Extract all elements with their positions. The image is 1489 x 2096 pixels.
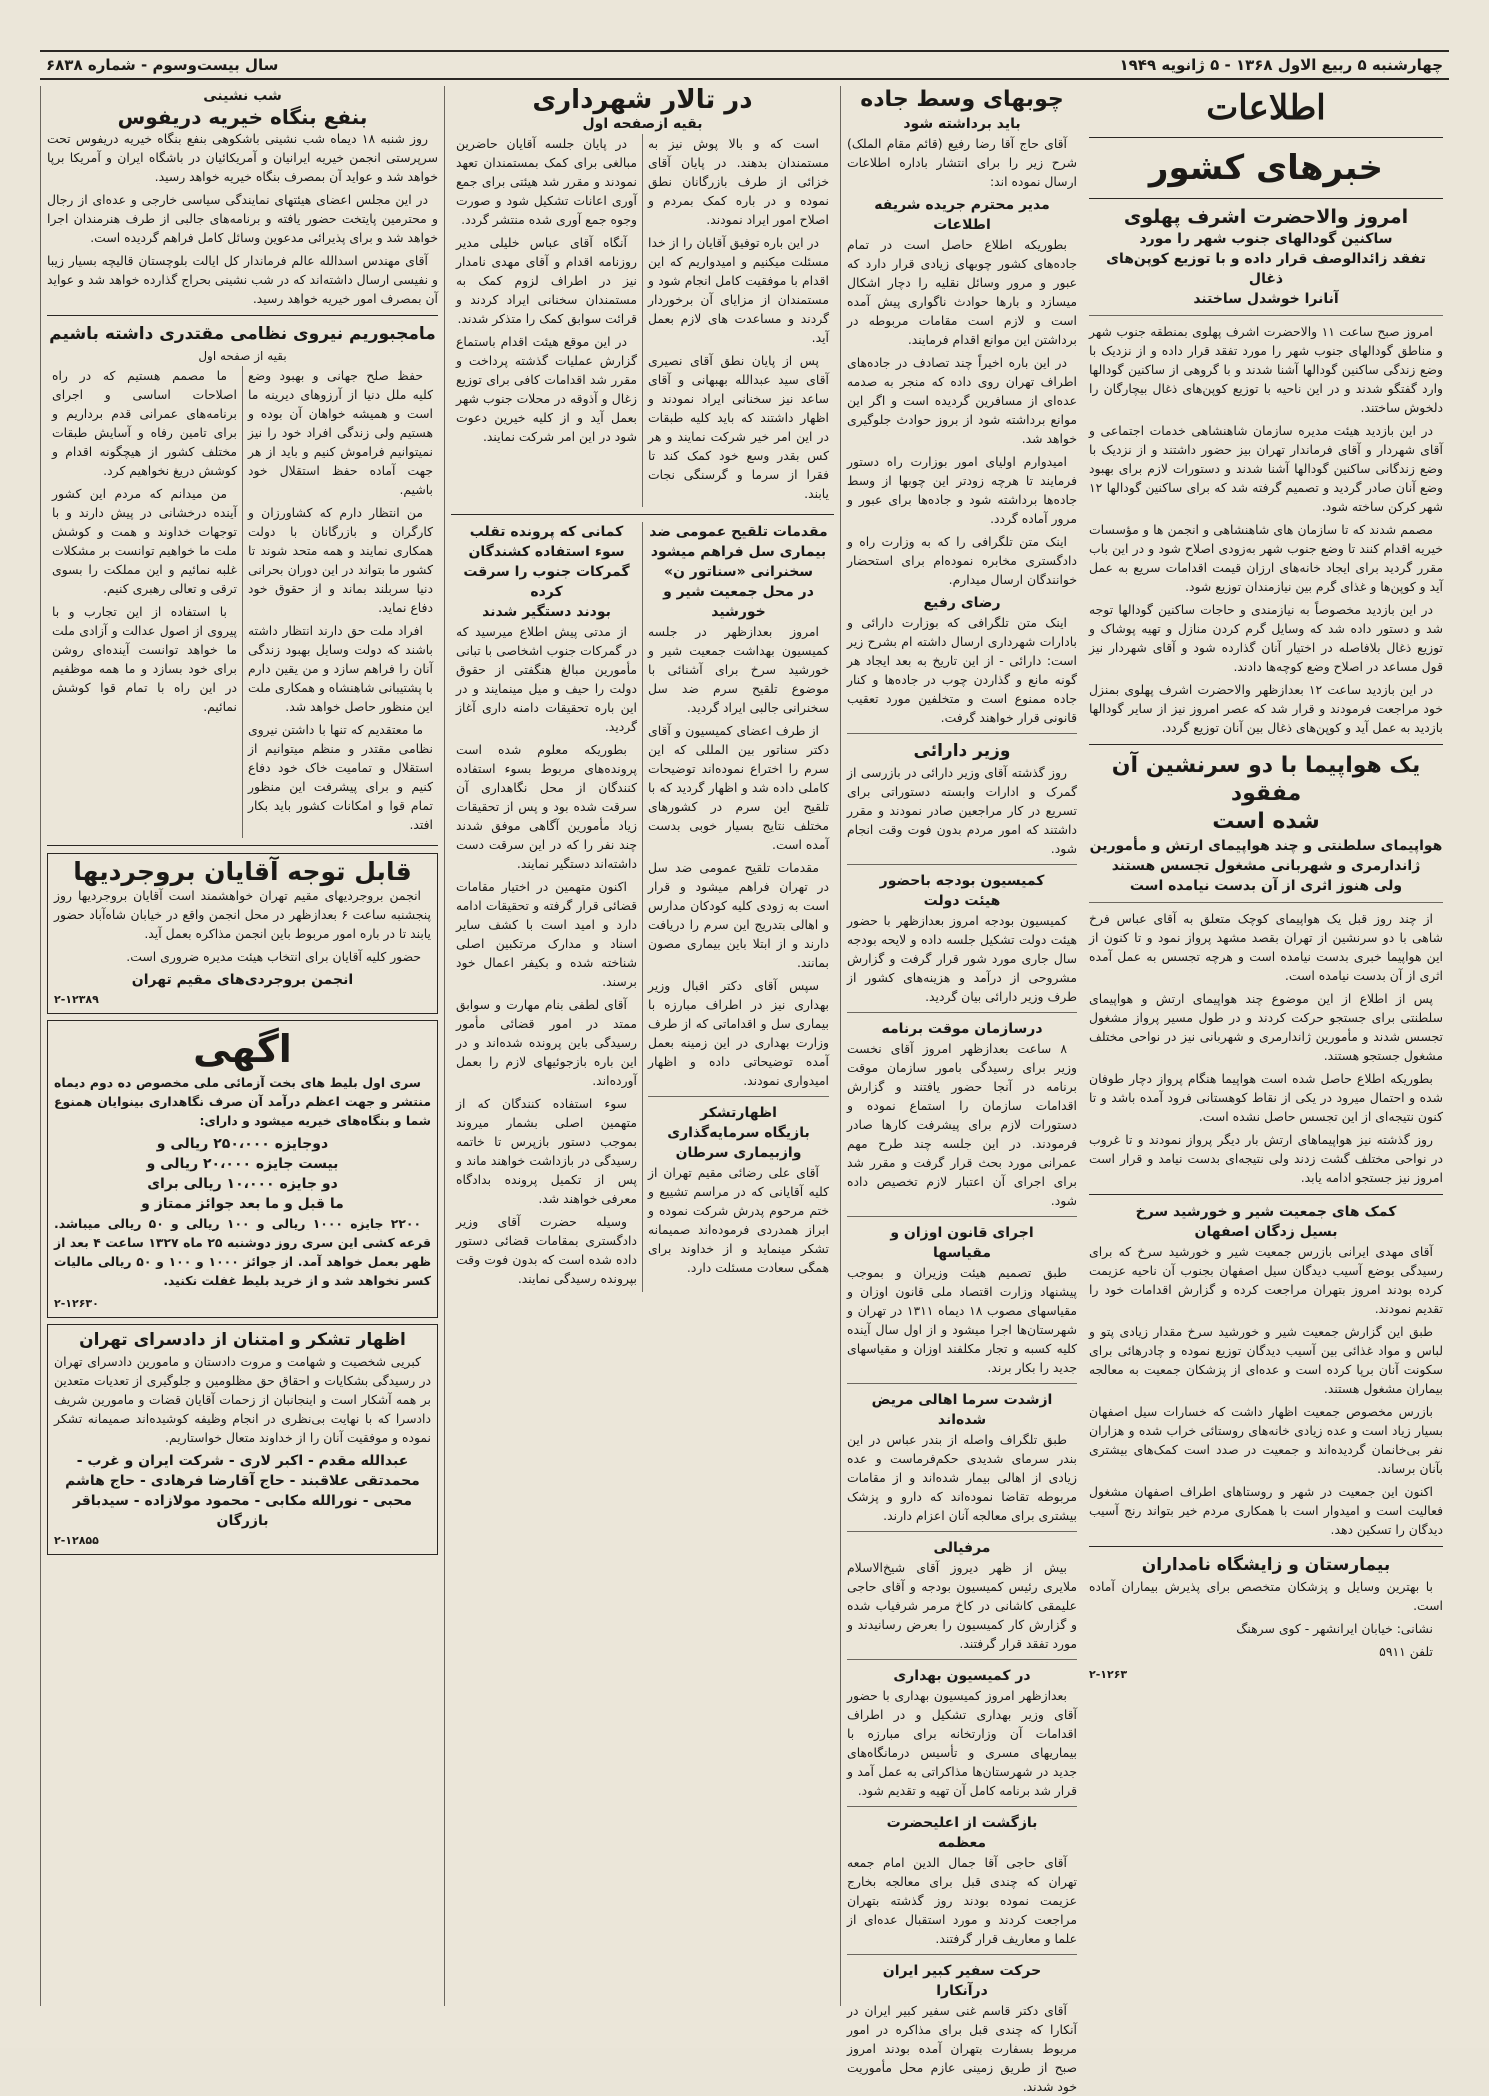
lead-paragraph: در این بازدید مخصوصاً به نیازمندی و حاجات ساکنین گودالها توجه شد و دستور داده شد که وسایل گرم کردن منازل و تهیه پوشاک و توزیع ذغال بلافاصله در اختیار آنان گذارده شود و آقای شهردار نیز قول مساعد در اصلاح وضع کوچه‌ها دادند. bbox=[1089, 602, 1443, 674]
weights-paragraph: طبق تصمیم هیئت وزیران و بموجب پیشنهاد وزارت اقتصاد ملی قانون اوزان و مقیاسهای مصوب ۱۸ دیماه ۱۳۱۱ در تهران و شهرستان‌ها اجرا میشود و از اول سال آینده کلیه کسبه و تجار مکلفند اوزان و مقیاسهای جدید را بکار برند. bbox=[847, 1265, 1078, 1375]
plan-paragraph: ۸ ساعت بعدازظهر امروز آقای نخست وزیر برای رسیدگی بامور سازمان موقت برنامه در آنجا حضور یافتند و گزارش اقدامات سازمان را استماع نموده و دستورات لازم برای پیشرفت کارها صادر فرمودند. در این جلسه چند طرح مهم عمرانی مورد بحث قرار گرفت و مقرر شد برای اجرای آن اعتبار لازم تخصیص داده شود. bbox=[847, 1041, 1077, 1208]
lead-paragraph: در این بازدید هیئت مدیره سازمان شاهنشاهی خدمات اجتماعی و آقای شهردار و آقای فرماندار تهران بیز حضور داشتند و از نزدیک با وضع زندگانی ساکنین گودالها آشنا شدند و دستورات لازم برای بهبود وضع آنان صادر گردید و تصمیم گرفته شد که برای ساکنین گودالها ۱۲ شهر کرکن ساخته شود. bbox=[1089, 423, 1443, 514]
ad-code: ۲-۱۲۶۳۰ bbox=[54, 1297, 99, 1310]
lead-paragraph: امروز صبح ساعت ۱۱ والاحضرت اشرف پهلوی بمنطقه جنوب شهر و مناطق گودالهای جنوب شهر را مورد تفقد قرار داده و از نزدیک با وضع زندگی ساکنین گودالها آشنا شدند و با گروهی از ساکنین گودالها وارد گفتگو شدند و در این ناحیه با توزیع کوپن‌های ذغال بیچارگان را دلخوش ساختند. bbox=[1089, 324, 1443, 415]
road-paragraph: آقای حاج آقا رضا رفیع (قائم مقام الملک) شرح زیر را برای انتشار باداره اطلاعات ارسال نموده اند: bbox=[847, 136, 1077, 189]
ambassador-headline: درآنکارا bbox=[936, 1983, 988, 1999]
customs-paragraph: بطوریکه معلوم شده است پرونده‌های مربوط بسوء استفاده کنندگان از محل نگاهداری آن سرقت شده بود و پس از تحقیقات زیاد مأمورین آگاهی موفق شدند چند نفر را که در این سرقت دست داشته‌اند دستگیر نمایند. bbox=[456, 742, 637, 871]
column-road-news bbox=[840, 86, 1083, 2094]
return-headline: معظمه bbox=[937, 1835, 987, 1851]
help-paragraph: آقای مهدی ایرانی بازرس جمعیت شیر و خورشید سرخ که برای رسیدگی بوضع آسیب دیدگان سیل اصفهان بجنوب آن ناحیه عزیمت کرده بودند امروز بتهران مراجعت کرده و گزارش اقدامات خود را تقدیم نمودند. bbox=[1089, 1244, 1443, 1316]
customs-headline: گمرکات جنوب را سرقت کرده bbox=[463, 564, 630, 600]
lottery-ad bbox=[47, 1020, 438, 1318]
help-paragraph: اکنون این جمعیت در شهر و روستاهای اطراف اصفهان مشغول فعالیت است و امیدوار است با همکاری مردم خیر بتواند رنج آسیب دیدگان را تسکین دهد. bbox=[1089, 1484, 1443, 1537]
city-hall-paragraph: در پایان جلسه آقایان حاضرین مبالغی برای کمک بمستمندان تعهد نمودند و مقرر شد هیئتی برای جمع آوری اعانات تشکیل شود و صورت وجوه جمع آوری شده منتشر گردد. bbox=[456, 136, 637, 227]
lottery-prize: بیست جایزه ۲۰،۰۰۰ ریالی و bbox=[146, 1156, 339, 1172]
borujerdi-ad-title: قابل توجه آقایان بروجردیها bbox=[73, 857, 412, 886]
lead-subhead: آنانرا خوشدل ساختند bbox=[1193, 291, 1339, 307]
lottery-ad-title: اگهی bbox=[193, 1027, 292, 1071]
charity-paragraph: آقای مهندس اسدالله عالم فرماندار کل ایالت بلوچستان قالیچه بسیار زیبا و نفیسی ارسال داشته‌اند که در شب نشینی بحراج گذارده خواهد شد و عواید آن بمصرف امور خیریه خواهد رسید. bbox=[47, 253, 438, 306]
customs-paragraph: آقای لطفی بنام مهارت و سوابق ممتد در امور قضائی مأمور رسیدگی باین پرونده شده‌اند و در این باره بازجوئیهای لازم را بعمل آورده‌اند. bbox=[456, 997, 637, 1088]
return-headline: بازگشت از اعلیحضرت bbox=[886, 1815, 1038, 1831]
tb-headline: مقدمات تلقیح عمومی ضد bbox=[649, 524, 828, 540]
city-hall-paragraph: در این باره توفیق آقایان را از خدا مسئلت میکنیم و امیدواریم که این اقدام با موفقیت کامل انجام شود و مستمندان از مزایای آن برخوردار گردند و مساعدت های لازم بعمل آید. bbox=[648, 235, 829, 345]
thanks-ad-title: اظهار تشکر و امتنان از دادسرای تهران bbox=[79, 1330, 406, 1350]
minister-headline: وزیر دارائی bbox=[913, 741, 1011, 761]
plane-subhead: هواپیمای سلطنتی و چند هواپیمای ارتش و مأمورین bbox=[1089, 838, 1443, 854]
thanks-paragraph: آقای علی رضائی مقیم تهران از کلیه آقایانی که در مراسم تشییع و ختم مرحوم پدرش شرکت نموده و ابراز همدردی فرموده‌اند صمیمانه تشکر مینماید و از خداوند برای همگی سعادت مسئلت دارد. bbox=[648, 1165, 829, 1275]
cold-paragraph: طبق تلگراف واصله از بندر عباس در این بندر سرمای شدیدی حکم‌فرماست و عده زیادی از اهالی بیمار شده‌اند و از مقامات مربوطه تقاضا نموده‌اند که دارو و پزشک بیشتری برای معالجه آنان اعزام دارند. bbox=[847, 1432, 1077, 1523]
plane-subhead: ژاندارمری و شهربانی مشغول تجسس هستند bbox=[1111, 858, 1421, 874]
minister-paragraph: روز گذشته آقای وزیر دارائی در بازرسی از گمرک و ادارات وابسته دستوراتی برای تسریع در کار مراجعین صادر نمودند و مقرر داشتند که امور مردم بدون فوت وقت انجام شود. bbox=[847, 765, 1077, 856]
military-paragraph: ما مصمم هستیم که در راه اصلاحات اساسی و اجرای برنامه‌های عمرانی قدم برداریم و برای تامین رفاه و آسایش طبقات مختلف کشور از هیچگونه اقدام و کوشش دریغ نخواهیم کرد. bbox=[52, 368, 237, 478]
top-date-bar bbox=[40, 50, 1449, 80]
ad-code: ۲-۱۲۶۳ bbox=[1089, 1668, 1128, 1681]
road-paragraph: بطوریکه اطلاع حاصل است در تمام جاده‌های کشور چوبهای زیادی قرار دارد که عبور و مرور وسائل نقلیه را دچار اشکال میسازد و بارها حوادث ناگواری پیش آمده است و لازم است مقامات مربوطه در برداشتن این موانع اقدام فرمایند. bbox=[847, 237, 1077, 347]
budget-paragraph: کمیسیون بودجه امروز بعدازظهر با حضور هیئت دولت تشکیل جلسه داده و لایحه بودجه سال جاری مورد شور قرار گرفت و گزارش مشروحی از درآمد و هزینه‌های کشور از طرف وزیر دارائی بیان گردید. bbox=[847, 913, 1077, 1004]
lottery-ad-text: سری اول بلیط های بخت آزمائی ملی مخصوص ده دوم دیماه منتشر و جهت اعظم درآمد آن صرف نگاهداری بینوایان همنوع شما و بنگاه‌های خیریه میشود و دارای: bbox=[54, 1075, 431, 1128]
customs-paragraph: وسیله حضرت آقای وزیر دادگستری بمقامات قضائی دستور داده شده است که بدون فوت وقت بپرونده رسیدگی نمایند. bbox=[456, 1214, 637, 1286]
help-headline: بسیل زدگان اصفهان bbox=[1194, 1224, 1338, 1240]
customs-headline: سوء استفاده کشندگان bbox=[468, 544, 625, 560]
audience-headline: مرفیالی bbox=[933, 1540, 991, 1556]
thanks-ad-names: محمدتقی علاقبند - حاج آقارضا فرهادی - حاج هاشم bbox=[65, 1473, 420, 1489]
ambassador-paragraph: آقای دکتر قاسم غنی سفیر کبیر ایران در آنکارا که چندی قبل برای مذاکره در امور مربوط بسفارت بتهران آمده بودند امروز صبح از طریق زمینی عازم محل مأموریت خود شدند. bbox=[847, 2003, 1077, 2094]
charity-paragraph: در این مجلس اعضای هیئتهای نمایندگی سیاسی خارجی و عده‌ای از رجال و محترمین پایتخت حضور یافته و برنامه‌های جالبی از طرف هنرمندان اجرا خواهد شد و برای پذیرائی مدعوین وسائل کامل فراهم گردیده است. bbox=[47, 192, 438, 245]
section-title: خبرهای کشور bbox=[1148, 148, 1384, 188]
thanks-ad bbox=[47, 1324, 438, 1555]
city-hall-paragraph: پس از پایان نطق آقای نصیری آقای سید عبدالله بهبهانی و آقای ساعد نیز سخنانی ایراد نمودند و اظهار داشتند که باید کلیه طبقات در این امر خیر شرکت نمایند و هر کس بقدر وسع خود کمک کند تا فقرا از سرما و گرسنگی نجات یابند. bbox=[648, 353, 829, 501]
plan-headline: درسازمان موقت برنامه bbox=[881, 1021, 1043, 1037]
tb-paragraph: از طرف اعضای کمیسیون و آقای دکتر سناتور بین المللی که این سرم را اختراع نموده‌اند توضیحات کاملی داده شد و اظهار گردید که با تلقیح این سرم در کشورهای مختلف نتایج بسیار خوبی بدست آمده است. bbox=[648, 723, 829, 852]
plane-subhead: ولی هنوز اثری از آن بدست نیامده است bbox=[1129, 878, 1403, 894]
signature: رضای رفیع bbox=[923, 595, 1001, 611]
return-paragraph: آقای حاجی آقا جمال الدین امام جمعه تهران که چندی قبل برای معالجه بخارج عزیمت نموده بودند روز گذشته بتهران مراجعت کردند و مورد استقبال عده‌ای از علما و معاریف قرار گرفتند. bbox=[847, 1855, 1077, 1946]
thanks-ad-names: بازرگان bbox=[216, 1513, 269, 1529]
customs-paragraph: سوء استفاده کنندگان که از متهمین اصلی بشمار میروند بموجب دستور بازپرس تا خاتمه رسیدگی در بازداشت خواهند ماند و پس از تکمیل پرونده بدادگاه معرفی خواهند شد. bbox=[456, 1096, 637, 1206]
military-paragraph: حفظ صلح جهانی و بهبود وضع کلیه ملل دنیا از آرزوهای دیرینه ما است و همیشه خواهان آن بوده و هستیم ولی زندگی افراد خود را نیز نمیتوانیم فراموش کنیم و باید از هر جهت آماده حفظ استقلال خود باشیم. bbox=[248, 368, 433, 497]
lead-paragraph: مصمم شدند که تا سازمان های شاهنشاهی و انجمن ها و مؤسسات خیریه اقدام کنند تا وضع جنوب شهر به‌زودی اصلاح شود و در این باب مقرر گردید برای ایجاد خانه‌های ارزان قیمت اقدامات سریع به عمل آید و کوپن‌ها و غذای گرم بین نیازمندان توزیع شود. bbox=[1089, 522, 1443, 594]
lead-paragraph: در این بازدید ساعت ۱۲ بعدازظهر والاحضرت اشرف پهلوی بمنزل خود مراجعت فرمودند و قرار شد که عصر امروز نیز از سایر گودالها بازدید به عمل آید و کوپن‌های ذغال بین آنان توزیع گردد. bbox=[1089, 682, 1443, 735]
thanks-headline: اظهارتشکر bbox=[700, 1105, 777, 1121]
help-headline: کمک های جمعیت شیر و خورشید سرخ bbox=[1135, 1204, 1397, 1220]
road-salutation: مدیر محترم جریده شریفه اطلاعات bbox=[874, 197, 1050, 233]
issue-date: چهارشنبه ۵ ربیع الاول ۱۳۶۸ - ۵ ژانویه ۱۹۴۹ bbox=[1119, 56, 1443, 74]
tb-headline: بیماری سل فراهم میشود bbox=[650, 544, 827, 560]
help-paragraph: بازرس مخصوص جمعیت اظهار داشت که خسارات سیل اصفهان بسیار زیاد است و عده زیادی خانه‌های روستائی خراب شده و هزاران نفر بی‌خانمان گردیده‌اند و جمعیت در صدد است کمک‌های بیشتری بآنان برساند. bbox=[1089, 1404, 1443, 1476]
military-paragraph: من میدانم که مردم این کشور آینده درخشانی در پیش دارند و با توجهات خداوند و همت و کوشش ملت ما خواهیم توانست بر مشکلات غلبه نمائیم و این مملکت را بسوی ترقی و تعالی رهبری کنیم. bbox=[52, 486, 237, 596]
customs-headline: کمانی که پرونده تقلب bbox=[469, 524, 624, 540]
tb-headline: در محل جمعیت شیر و خورشید bbox=[663, 584, 814, 620]
military-paragraph: من انتظار دارم که کشاورزان و کارگران و بازرگانان با دولت همکاری نمایند و همه متحد شوند تا کشور ما بتواند در این دوران بحرانی دنیا سربلند بماند و از حقوق خود دفاع نماید. bbox=[248, 505, 433, 615]
lottery-ad-text: ۲۲۰۰ جایزه ۱۰۰۰ ریالی و ۱۰۰ ریالی و ۵۰ ریالی میباشد. قرعه کشی این سری روز دوشنبه ۲۵ ماه ۱۳۲۷ ساعت ۴ بعد از ظهر بعمل خواهد آمد. از جوائز ۱۰۰۰ و ۱۰۰ و ۵۰ ریالی مالیات کسر نخواهد شد و از خرید بلیط غفلت نکنید. bbox=[54, 1216, 431, 1288]
city-hall-subhead: بقیه ازصفحه اول bbox=[582, 116, 703, 132]
customs-headline: بودند دستگیر شدند bbox=[482, 604, 611, 620]
column-charity-ads bbox=[40, 86, 444, 2006]
road-paragraph: اینک متن تلگرافی را که به وزارت راه و دادگستری مخابره نموده‌ام برای استحضار خوانندگان ارسال میدارم. bbox=[847, 534, 1077, 587]
thanks-ad-names: محبی - نورالله مکابی - محمود مولازاده - سیدباقر bbox=[72, 1493, 413, 1509]
charity-paragraph: روز شنبه ۱۸ دیماه شب نشینی باشکوهی بنفع بنگاه خیریه دریفوس تحت سرپرستی انجمن خیریه ایرانیان و آمریکائیان در باشگاه ایران و آمریکا برپا خواهد شد و عواید آن بمصرف بنگاه خیریه خواهد رسید. bbox=[47, 131, 438, 184]
plane-paragraph: از چند روز قبل یک هواپیمای کوچک متعلق به آقای عباس فرخ شاهی با دو سرنشین از تهران بقصد مشهد پرواز نمود و تا کنون از این هواپیما خبری بدست نیامده است و هرچه تجسس به عمل آمده اثری از آن بدست نیامده است. bbox=[1089, 911, 1443, 983]
hospital-ad-text: با بهترین وسایل و پزشکان متخصص برای پذیرش بیماران آماده است. bbox=[1089, 1579, 1443, 1613]
thanks-headline: وازبیماری سرطان bbox=[675, 1145, 802, 1161]
weights-headline: اجرای قانون اوزان و bbox=[890, 1225, 1034, 1241]
lead-headline: امروز والاحضرت اشرف پهلوی bbox=[1123, 206, 1409, 228]
military-body bbox=[47, 366, 438, 838]
military-paragraph: افراد ملت حق دارند انتظار داشته باشند که دولت وسایل بهبود زندگی آنان را فراهم سازد و من یقین دارم با پشتیبانی شاهنشاه و همکاری ملت این منظور حاصل خواهد شد. bbox=[248, 623, 433, 714]
plane-headline: شده است bbox=[1212, 809, 1320, 834]
military-subhead: بقیه از صفحه اول bbox=[198, 349, 287, 363]
customs-paragraph: از مدتی پیش اطلاع میرسید که در گمرکات جنوب اشخاصی با تبانی مأمورین مبالغ هنگفتی از حقوق دولت را حیف و میل مینمایند و در این باره تحقیقات دامنه داری آغاز گردید. bbox=[456, 624, 637, 734]
tb-headline: سخنرانی «سناتور ن» bbox=[663, 564, 814, 580]
ad-code: ۲-۱۲۸۵۵ bbox=[54, 1534, 99, 1547]
road-paragraph: در این باره اخیراً چند تصادف در جاده‌های اطراف تهران روی داده که منجر به صدمه عده‌ای از مسافرین گردیده است و اگر این موانع برداشته شود از بروز حوادث جلوگیری خواهد شد. bbox=[847, 355, 1077, 446]
cold-headline: شده‌اند bbox=[937, 1412, 987, 1428]
audience-paragraph: بیش از ظهر دیروز آقای شیخ‌الاسلام ملایری رئیس کمیسیون بودجه و آقای حاجی علیمقی کاشانی در کاخ مرمر شرفیاب شده و گزارش کار کمیسیون را بعرض رسانیدند و مورد تفقد قرار گرفتند. bbox=[847, 1560, 1077, 1651]
hospital-ad-title: بیمارستان و زایشگاه نامداران bbox=[1141, 1555, 1391, 1575]
tb-paragraph: سپس آقای دکتر اقبال وزیر بهداری نیز در اطراف مبارزه با بیماری سل و اقداماتی که از طرف وزارت بهداری در این زمینه بعمل آمده توضیحاتی داده و اظهار امیدواری نمودند. bbox=[648, 978, 829, 1088]
city-hall-paragraph: آنگاه آقای عباس خلیلی مدیر روزنامه اقدام و آقای مهدی نامدار نیز در اطراف لزوم کمک به مستمندان سخنانی ایراد کردند و قرائت سوابق کمک را متذکر شدند. bbox=[456, 235, 637, 326]
weights-headline: مقیاسها bbox=[933, 1245, 991, 1261]
cold-headline: ازشدت سرما اهالی مریض bbox=[871, 1392, 1053, 1408]
lower-stories bbox=[451, 522, 834, 1292]
road-subhead: باید برداشته شود bbox=[903, 116, 1021, 132]
plane-paragraph: پس از اطلاع از این موضوع چند هواپیمای ارتش و هواپیمای سلطنتی برای جستجو حرکت کردند و در طول مسیر پرواز مشغول تجسس شدند و مأمورین ژاندارمری و شهربانی نیز در نواحی مختلف مشغول جستجو هستند. bbox=[1089, 991, 1443, 1063]
customs-paragraph: اکنون متهمین در اختیار مقامات قضائی قرار گرفته و تحقیقات ادامه دارد و امید است با کشف سایر اسناد و مدارک مرتکبین اصلی شناخته شده و بکیفر اعمال خود برسند. bbox=[456, 879, 637, 989]
ambassador-headline: حرکت سفیر کبیر ایران bbox=[882, 1963, 1042, 1979]
military-paragraph: با استفاده از این تجارب و با پیروی از اصول عدالت و آزادی ملت ما خواهد توانست آینده‌ای روشن برای خود بسازد و ما همه موظفیم در این راه با تمام قوا کوشش نمائیم. bbox=[52, 604, 237, 714]
charity-headline: شب نشینی bbox=[203, 88, 282, 104]
lead-subhead: تفقد زائدالوصف قرار داده و با توزیع کوپن‌های ذغال bbox=[1106, 251, 1426, 287]
thanks-headline: بازیگاه سرمایه‌گذاری bbox=[667, 1125, 810, 1141]
newspaper-logo: اطلاعات bbox=[1206, 88, 1326, 128]
lottery-prize: ما قبل و ما بعد جوائز ممتاز و bbox=[141, 1196, 344, 1212]
hospital-ad-address: نشانی: خیابان ایرانشهر - کوی سرهنگ bbox=[1236, 1621, 1433, 1636]
help-paragraph: طبق این گزارش جمعیت شیر و خورشید سرخ مقدار زیادی پتو و لباس و مواد غذائی بین آسیب دیدگان توزیع نموده و چادرهائی برای سکونت آنان برپا کرده است و عده‌ای از پزشکان جمعیت به معالجه بیماران مشغول هستند. bbox=[1089, 1324, 1443, 1396]
plane-headline: یک هواپیما با دو سرنشین آن مفقود bbox=[1111, 753, 1421, 806]
plane-paragraph: بطوریکه اطلاع حاصل شده است هواپیما هنگام پرواز دچار طوفان شده و احتمال میرود در یکی از نقاط کوهستانی فرود آمده باشد و تا کنون نتیجه‌ای از این تجسس حاصل نشده است. bbox=[1089, 1071, 1443, 1124]
thanks-ad-names: عبدالله مقدم - اکبر لاری - شرکت ایران و غرب - bbox=[76, 1453, 409, 1469]
borujerdi-ad-text: انجمن بروجردیهای مقیم تهران خواهشمند است آقایان بروجردیها روز پنجشنبه ساعت ۶ بعدازظهر در محل انجمن واقع در خیابان شاه‌آباد حضور یابند تا در باره امور مربوط باین انجمن مذاکره بعمل آید. bbox=[54, 888, 431, 941]
borujerdi-ad-text: حضور کلیه آقایان برای انتخاب هیئت مدیره ضروری است. bbox=[126, 949, 421, 964]
issue-number: سال بیست‌وسوم - شماره ۶۸۳۸ bbox=[46, 56, 279, 74]
plane-paragraph: روز گذشته نیز هواپیماهای ارتش بار دیگر پرواز نمودند و تا غروب در نواحی مختلف گشت زدند ولی نتیجه‌ای بدست نیامد و قرار است امروز نیز جستجو ادامه یابد. bbox=[1089, 1132, 1443, 1185]
tb-paragraph: امروز بعدازظهر در جلسه کمیسیون بهداشت جمعیت شیر و خورشید سرخ برای آشنائی با موضوع تلقیح سرم ضد سل سخنرانی جالبی ایراد گردید. bbox=[648, 624, 829, 715]
column-national-news bbox=[1083, 86, 1449, 2006]
lottery-prize: دو جایزه ۱۰،۰۰۰ ریالی برای bbox=[147, 1176, 338, 1192]
telegram-paragraph: اینک متن تلگرافی که بوزارت دارائی و بادارات شهرداری ارسال داشته ام بشرح زیر است: دارائی - از این تاریخ به بعد ایجاد هر گونه مانع و گذاردن چوب در جاده‌ها و کنار جاده ممنوع است و متخلفین مورد تعقیب قانونی قرار خواهند گرفت. bbox=[847, 615, 1077, 725]
road-headline: چوبهای وسط جاده bbox=[860, 87, 1064, 112]
budget-headline: هیئت دولت bbox=[923, 893, 1001, 909]
health-headline: در کمیسیون بهداری bbox=[893, 1668, 1031, 1684]
lead-subhead: ساکنین گودالهای جنوب شهر را مورد bbox=[1139, 231, 1393, 247]
city-hall-body bbox=[451, 134, 834, 507]
health-paragraph: بعدازظهر امروز کمیسیون بهداری با حضور آقای وزیر بهداری تشکیل و در اطراف اقدامات آن وزارتخانه برای مبارزه با بیماریهای مسری و تأسیس درمانگاه‌های جدید در شهرستان‌ها مذاکراتی به عمل آمد و قرار شد برنامه کامل آن تهیه و تقدیم شود. bbox=[847, 1688, 1077, 1798]
city-hall-paragraph: است که و بالا پوش نیز به مستمندان بدهند. در پایان آقای خزائی از طرف بازرگانان نطق نموده و در باره کمک بمردم و اصلاح امور ایراد نمودند. bbox=[648, 136, 829, 227]
borujerdi-ad bbox=[47, 853, 438, 1014]
budget-headline: کمیسیون بودجه باحضور bbox=[879, 873, 1045, 889]
thanks-ad-text: کبریی شخصیت و شهامت و مروت دادستان و مامورین دادسرای تهران در رسیدگی بشکایات و احقاق حق مظلومین و جلوگیری از تعدیات متعدین بر همه آشکار است و اینجانبان از زحمات آقایان قضات و مامورین شریف دادسرا که با نهایت بی‌نظری در انجام وظیفه کوشیده‌اند صمیمانه تشکر نموده و موفقیت آنان را از خداوند متعال خواستاریم. bbox=[54, 1354, 431, 1445]
military-paragraph: ما معتقدیم که تنها با داشتن نیروی نظامی مقتدر و منظم میتوانیم از استقلال و تمامیت خاک خود دفاع کنیم و برای پیشرفت این منظور تمام قوا و امکانات کشور باید بکار افتد. bbox=[248, 722, 433, 832]
ad-code: ۲-۱۲۳۸۹ bbox=[54, 993, 99, 1006]
tb-paragraph: مقدمات تلقیح عمومی ضد سل در تهران فراهم میشود و قرار است به زودی کلیه کودکان مدارس و اهالی بتدریج این سرم را دریافت دارند و از ابتلا باین بیماری مصون بمانند. bbox=[648, 860, 829, 970]
borujerdi-ad-sign: انجمن بروجردی‌های مقیم تهران bbox=[131, 972, 354, 988]
city-hall-paragraph: در این موقع هیئت اقدام باستماع گزارش عملیات گذشته پرداخت و مقرر شد اقدامات کافی برای توزیع زغال و آذوقه در محلات جنوب شهر بعمل آید و از کلیه خیرین دعوت شود در این امر شرکت نمایند. bbox=[456, 334, 637, 444]
column-city-hall bbox=[444, 86, 840, 2006]
city-hall-headline: در تالار شهرداری bbox=[532, 85, 753, 115]
hospital-ad-phone: تلفن ۵۹۱۱ bbox=[1379, 1644, 1433, 1659]
lottery-prize: دوجایزه ۲۵۰،۰۰۰ ریالی و bbox=[156, 1136, 329, 1152]
charity-headline: بنفع بنگاه خیریه دریفوس bbox=[117, 105, 368, 129]
military-headline: مامجبوریم نیروی نظامی مقتدری داشته باشیم bbox=[49, 324, 436, 344]
road-paragraph: امیدوارم اولیای امور بوزارت راه دستور فرمایند تا هرچه زودتر این چوبها از وسط جاده‌ها برداشته شود و جاده‌ها برای عبور و مرور آماده گردد. bbox=[847, 454, 1077, 526]
